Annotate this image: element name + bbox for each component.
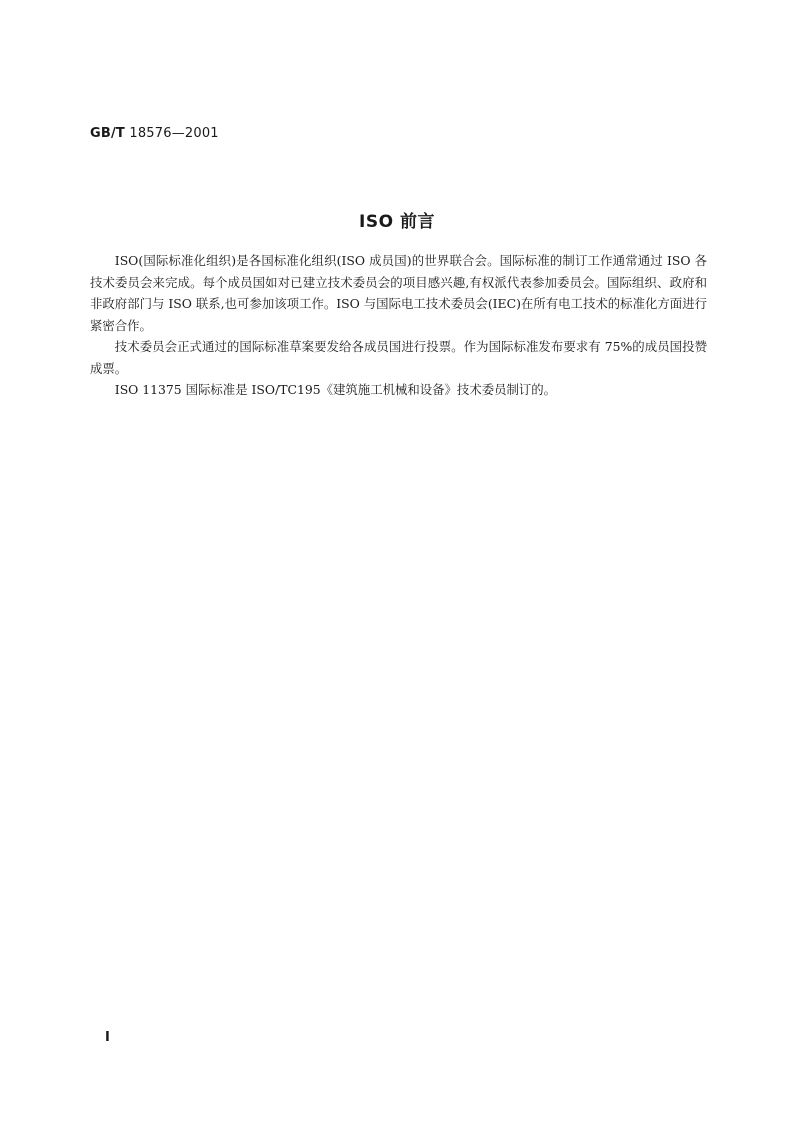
standard-code-number: 18576—2001 <box>129 126 219 141</box>
standard-code <box>90 126 219 141</box>
page-title: ISO 前言 <box>359 212 435 232</box>
paragraph-voting: 技术委员会正式通过的国际标准草案要发给各成员国进行投票。作为国际标准发布要求有 75%的成员国投赞成票。 <box>90 339 707 376</box>
page-number: I <box>105 1030 110 1045</box>
foreword-body <box>90 250 707 401</box>
standard-code-prefix: GB/T <box>90 126 125 141</box>
paragraph-committee: ISO 11375 国际标准是 ISO/TC195《建筑施工机械和设备》技术委员制订的。 <box>114 382 557 397</box>
paragraph-iso-intro: ISO(国际标准化组织)是各国标准化组织(ISO 成员国)的世界联合会。国际标准的制订工作通常通过 ISO 各技术委员会来完成。每个成员国如对已建立技术委员会的项目感兴趣,有权派代表参加委员会。国际组织、政府和非政府部门与 ISO 联系,也可参加该项工作。ISO 与国际电工技术委员会(IEC)在所有电工技术的标准化方面进行紧密合作。 <box>90 253 707 333</box>
